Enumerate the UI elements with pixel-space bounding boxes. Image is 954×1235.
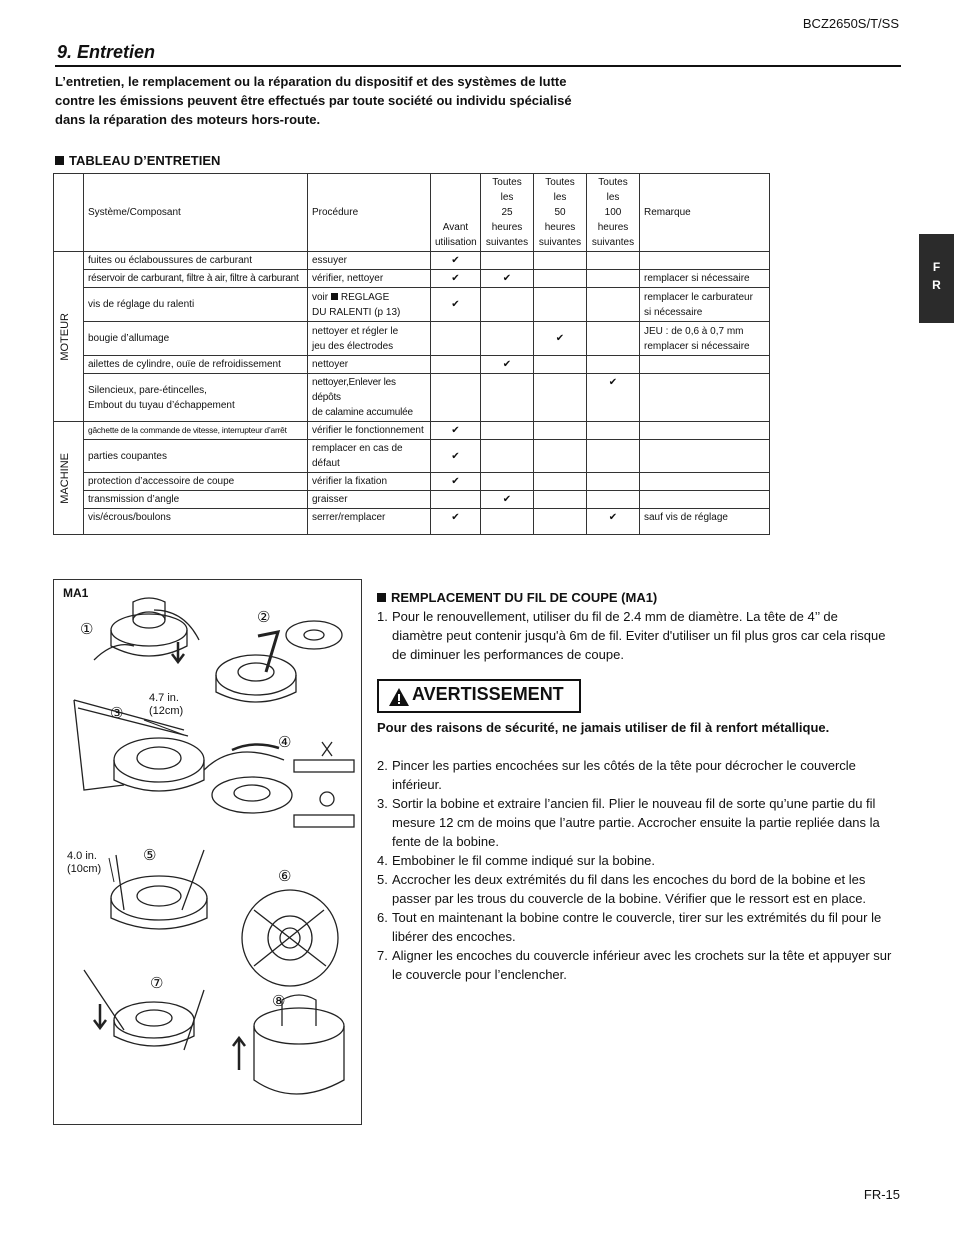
group-motor-cell [54, 252, 84, 422]
step-marker-6: ⑥ [278, 868, 292, 885]
table-row: ailettes de cylindre, ouïe de refroidissement nettoyer ✔ [54, 356, 770, 374]
step-marker-2: ② [257, 609, 271, 626]
step-marker-3: ③ [110, 705, 124, 722]
model-number: BCZ2650S/T/SS [802, 16, 899, 31]
check-mark: ✔ [431, 288, 481, 322]
replacement-steps [377, 756, 895, 984]
check-mark: ✔ [431, 509, 481, 535]
list-item: 3. Sortir la bobine et extraire l’ancien fil. Plier le nouveau fil de sorte qu’une partie du fil mesure 12 cm de moins que l’autre partie. Accrocher ensuite la partie repliée dans la fente de la bobine. [377, 796, 880, 849]
language-tab-letter-2: R [932, 278, 941, 292]
step-marker-8: ⑧ [272, 993, 286, 1010]
warning-text: Pour des raisons de sécurité, ne jamais utiliser de fil à renfort métallique. [377, 720, 830, 735]
check-mark: ✔ [587, 374, 640, 422]
replacement-heading-text: REMPLACEMENT DU FIL DE COUPE (MA1) [391, 590, 658, 605]
dimension-label-12cm: 4.7 in. (12cm) [149, 692, 184, 717]
list-item: 2. Pincer les parties encochées sur les côtés de la tête pour décrocher le couvercle inférieur. [377, 758, 856, 792]
check-mark: ✔ [481, 270, 534, 288]
header-remark: Remarque [640, 174, 770, 252]
check-mark: ✔ [431, 440, 481, 473]
header-procedure: Procédure [308, 174, 431, 252]
check-mark: ✔ [431, 473, 481, 491]
table-row: vis/écrous/boulons serrer/remplacer ✔ ✔ sauf vis de réglage [54, 509, 770, 535]
square-bullet-icon [55, 156, 64, 165]
list-item: 6. Tout en maintenant la bobine contre le couvercle, tirer sur les extrémités du fil pour le libérer des encoches. [377, 910, 882, 944]
group-motor-label: MOTEUR [59, 312, 71, 361]
check-mark: ✔ [534, 322, 587, 356]
header-25h: Toutes les 25 heures suivantes [481, 174, 534, 252]
list-item: 7. Aligner les encoches du couvercle inférieur avec les crochets sur la tête et appuyer sur le couvercle pour l’enclencher. [377, 948, 892, 982]
table-row: transmission d’angle graisser ✔ [54, 491, 770, 509]
title-rule [55, 65, 901, 67]
header-before-use: Avant utilisation [431, 174, 481, 252]
list-item: 4. Embobiner le fil comme indiqué sur la bobine. [377, 853, 656, 868]
step-marker-4: ④ [278, 734, 292, 751]
intro-paragraph: L’entretien, le remplacement ou la réparation du dispositif et des systèmes de lutte contre les émissions peuvent être effectués par toute société ou individu spécialisé dans la réparation des moteurs hors-route. [55, 74, 572, 127]
square-bullet-icon [377, 593, 386, 602]
header-system: Système/Composant [84, 174, 308, 252]
square-bullet-icon [331, 293, 338, 300]
table-row: parties coupantes remplacer en cas de défaut ✔ [54, 440, 770, 473]
language-tab-letter-1: F [932, 260, 941, 274]
header-group-cell [54, 174, 84, 252]
check-mark: ✔ [481, 491, 534, 509]
warning-title: AVERTISSEMENT [412, 684, 564, 704]
replacement-step-1: 1. Pour le renouvellement, utiliser du fil de 2.4 mm de diamètre. La tête de 4’’ de diamètre peut contenir jusqu'à 6m de fil. Eviter d'utiliser un fil plus gros car cela risque de diminuer les performances de coupe. [377, 609, 886, 662]
illustration-label: MA1 [63, 586, 89, 600]
table-header-row [54, 174, 770, 252]
check-mark: ✔ [431, 252, 481, 270]
step-marker-1: ① [80, 621, 94, 638]
group-machine-cell [54, 422, 84, 535]
maintenance-table-heading [55, 153, 220, 168]
step-marker-5: ⑤ [143, 847, 157, 864]
table-row: vis de réglage du ralenti voir REGLAGE DU RALENTI (p 13) ✔ remplacer le carburateur si nécessaire [54, 288, 770, 322]
table-row: MACHINE gâchette de la commande de vitesse, interrupteur d’arrêt vérifier le fonctionnement ✔ [54, 422, 770, 440]
section-title: 9. Entretien [57, 42, 156, 62]
step-marker-7: ⑦ [150, 975, 164, 992]
dimension-label-10cm: 4.0 in. (10cm) [67, 850, 102, 875]
table-row: bougie d’allumage nettoyer et régler le jeu des électrodes ✔ JEU : de 0,6 à 0,7 mm remplacer si nécessaire [54, 322, 770, 356]
replacement-heading [377, 590, 657, 605]
check-mark: ✔ [431, 270, 481, 288]
header-50h: Toutes les 50 heures suivantes [534, 174, 587, 252]
check-mark: ✔ [431, 422, 481, 440]
table-row: protection d’accessoire de coupe vérifier la fixation ✔ [54, 473, 770, 491]
maintenance-table-heading-text: TABLEAU D’ENTRETIEN [69, 153, 221, 168]
table-row: MOTEUR fuites ou éclaboussures de carburant essuyer ✔ [54, 252, 770, 270]
header-100h: Toutes les 100 heures suivantes [587, 174, 640, 252]
warning-icon [388, 687, 410, 707]
maintenance-table [53, 173, 770, 535]
page-number: FR-15 [863, 1187, 900, 1202]
check-mark: ✔ [481, 356, 534, 374]
language-tab [919, 234, 954, 323]
list-item: 5. Accrocher les deux extrémités du fil dans les encoches du bord de la bobine et les passer par les trous du couvercle de la bobine. Vérifier que le ressort est en place. [377, 872, 867, 906]
table-row: Silencieux, pare-étincelles, Embout du tuyau d’échappement nettoyer,Enlever les dépôts de calamine accumulée ✔ [54, 374, 770, 422]
table-row: réservoir de carburant, filtre à air, filtre à carburant vérifier, nettoyer ✔ ✔ remplacer si nécessaire [54, 270, 770, 288]
check-mark: ✔ [587, 509, 640, 535]
group-machine-label: MACHINE [59, 452, 71, 504]
